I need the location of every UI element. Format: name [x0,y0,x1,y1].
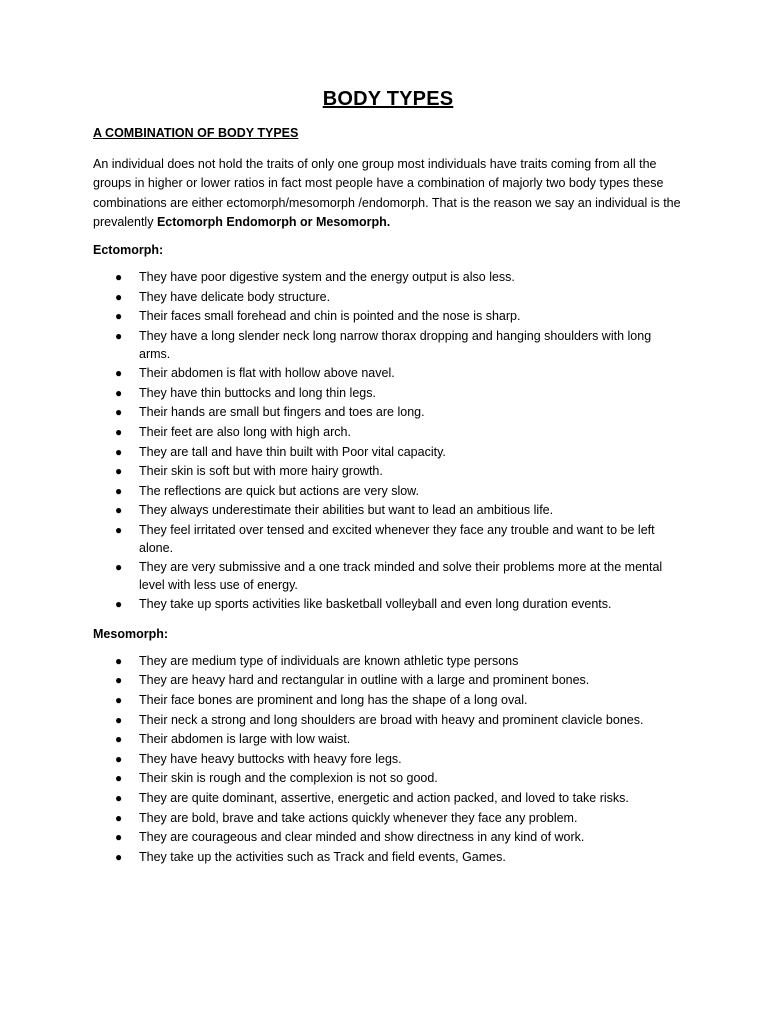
list-item [93,522,683,557]
list-item [93,731,683,749]
list-item-text: They have poor digestive system and the energy output is also less. [139,270,515,285]
bullet-icon: ● [115,849,123,864]
mesomorph-heading: Mesomorph: [93,626,168,641]
list-item [93,810,683,828]
list-item-text: They are heavy hard and rectangular in outline with a large and prominent bones. [139,673,590,688]
list-item-text: They take up the activities such as Track and field events, Games. [139,849,506,864]
bullet-icon: ● [115,366,123,381]
bullet-icon: ● [115,597,123,612]
list-item [93,790,683,808]
list-item [93,308,683,326]
list-item-text: They have heavy buttocks with heavy fore legs. [139,751,402,766]
list-item-text: They have delicate body structure. [139,289,331,304]
bullet-icon: ● [115,424,123,439]
list-item-text: Their neck a strong and long shoulders are broad with heavy and prominent clavicle bones. [139,712,644,727]
bullet-icon: ● [115,522,123,537]
list-item [93,596,683,614]
list-item-text: Their abdomen is flat with hollow above navel. [139,366,395,381]
bullet-icon: ● [115,810,123,825]
list-item [93,712,683,730]
list-item [93,404,683,422]
list-item-text: They always underestimate their abilities but want to lead an ambitious life. [139,503,554,518]
list-item [93,385,683,403]
document-title: BODY TYPES [322,88,454,110]
document-page [93,88,683,879]
list-item [93,692,683,710]
list-item-text: They are courageous and clear minded and show directness in any kind of work. [139,830,585,845]
bullet-icon: ● [115,328,123,343]
list-item-text: They are bold, brave and take actions quickly whenever they face any problem. [139,810,578,825]
list-item [93,269,683,287]
bullet-icon: ● [115,673,123,688]
ectomorph-heading: Ectomorph: [93,243,164,258]
bullet-icon: ● [115,653,123,668]
list-item-text: The reflections are quick but actions are very slow. [139,483,419,498]
list-item [93,502,683,520]
list-item-text: They have thin buttocks and long thin legs. [139,385,376,400]
list-item-text: They are medium type of individuals are known athletic type persons [139,653,519,668]
bullet-icon: ● [115,693,123,708]
list-item-text: Their skin is soft but with more hairy growth. [139,464,383,479]
list-item [93,463,683,481]
bullet-icon: ● [115,464,123,479]
list-item-text: Their skin is rough and the complexion is not so good. [139,771,438,786]
bullet-icon: ● [115,503,123,518]
list-item [93,653,683,671]
bullet-icon: ● [115,560,123,575]
list-item-text: Their abdomen is large with low waist. [139,732,351,747]
combination-subheading: A COMBINATION OF BODY TYPES [93,126,299,140]
list-item-text: They take up sports activities like basketball volleyball and even long duration events. [139,597,612,612]
mesomorph-list [93,653,683,867]
list-item [93,365,683,383]
bullet-icon: ● [115,270,123,285]
bullet-icon: ● [115,444,123,459]
list-item-text: They feel irritated over tensed and excited whenever they face any trouble and want to be left alone. [139,522,655,555]
intro-bold-text: Ectomorph Endomorph or Mesomorph. [156,214,391,229]
intro-paragraph [93,155,683,232]
list-item-text: Their feet are also long with high arch. [139,424,351,439]
bullet-icon: ● [115,751,123,766]
list-item [93,289,683,307]
list-item-text: Their face bones are prominent and long has the shape of a long oval. [139,693,528,708]
bullet-icon: ● [115,712,123,727]
list-item [93,328,683,363]
list-item-text: They are tall and have thin built with Poor vital capacity. [139,444,446,459]
list-item-text: They have a long slender neck long narrow thorax dropping and hanging shoulders with long arms. [139,328,652,361]
bullet-icon: ● [115,771,123,786]
bullet-icon: ● [115,483,123,498]
list-item [93,672,683,690]
intro-text: An individual does not hold the traits of only one group most individuals have traits coming from all the groups in higher or lower ratios in fact most people have a combination of majorly two body types these combinations are either ectomorph/mesomorph /endomorph. That is the reason we say an individual is the prevalently [93,157,681,229]
bullet-icon: ● [115,309,123,324]
list-item [93,444,683,462]
bullet-icon: ● [115,732,123,747]
bullet-icon: ● [115,405,123,420]
list-item [93,424,683,442]
list-item [93,559,683,594]
bullet-icon: ● [115,289,123,304]
list-item-text: Their hands are small but fingers and toes are long. [139,405,425,420]
bullet-icon: ● [115,791,123,806]
list-item [93,829,683,847]
list-item [93,849,683,867]
bullet-icon: ● [115,385,123,400]
list-item-text: They are quite dominant, assertive, energetic and action packed, and loved to take risks. [139,791,629,806]
bullet-icon: ● [115,830,123,845]
ectomorph-list [93,269,683,614]
list-item [93,770,683,788]
list-item [93,483,683,501]
list-item-text: They are very submissive and a one track minded and solve their problems more at the mental level with less use of energy. [139,560,663,592]
list-item [93,751,683,769]
list-item-text: Their faces small forehead and chin is pointed and the nose is sharp. [139,309,521,324]
